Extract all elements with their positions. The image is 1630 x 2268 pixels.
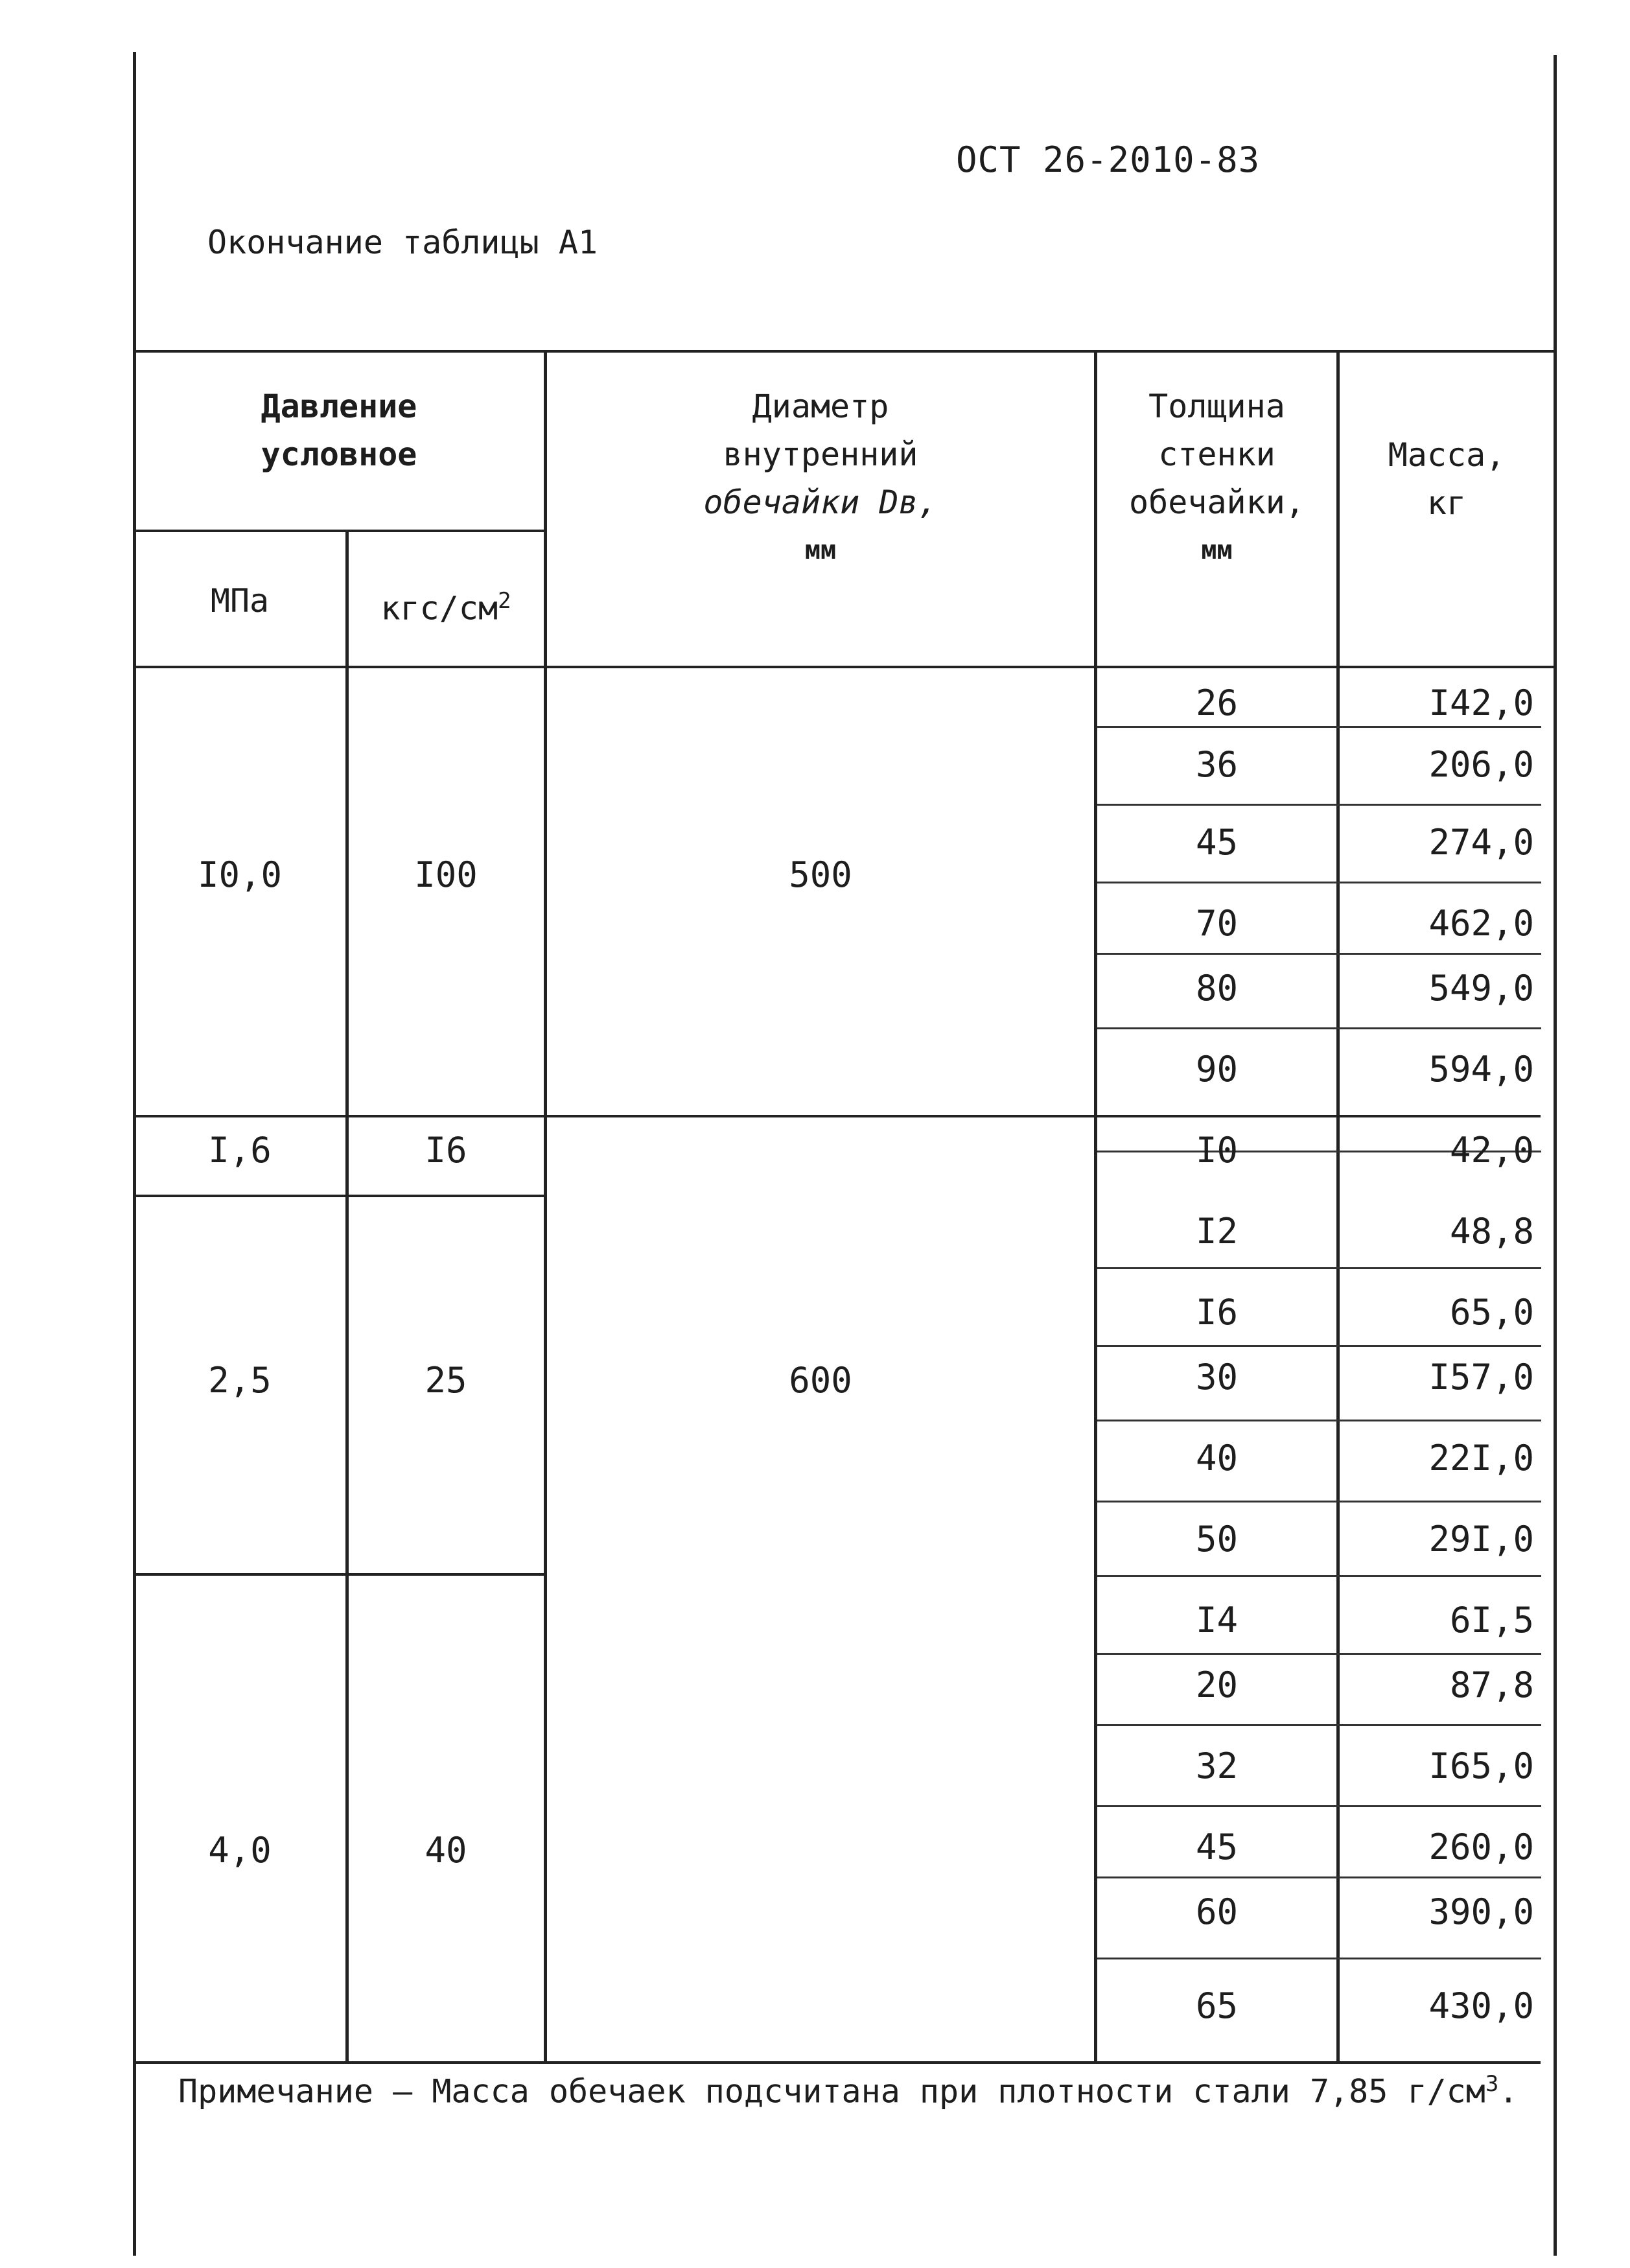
row-divider	[1097, 1267, 1541, 1269]
note-end: .	[1498, 2072, 1519, 2110]
group-divider-3	[134, 1573, 547, 1576]
mass-cell: I65,0	[1428, 1746, 1534, 1786]
note-unit-sup: 3	[1485, 2071, 1499, 2097]
header-diameter-unit: мм	[804, 535, 837, 565]
thickness-cell: 36	[1195, 744, 1239, 785]
row-divider	[1097, 804, 1541, 806]
mass-cell: 430,0	[1428, 1985, 1534, 2026]
row-divider	[1097, 1876, 1541, 1878]
thickness-cell: 50	[1195, 1519, 1239, 1560]
row-divider	[1097, 882, 1541, 883]
thickness-cell: 80	[1195, 968, 1239, 1009]
group-2-mpa: I,6	[208, 1130, 272, 1171]
thickness-cell: 90	[1195, 1049, 1239, 1090]
thickness-cell: 45	[1195, 1827, 1239, 1867]
header-diameter	[547, 382, 1094, 574]
mass-cell: 48,8	[1449, 1211, 1534, 1252]
group-2-kgf: I6	[425, 1130, 467, 1171]
group-4-kgf: 40	[425, 1830, 467, 1871]
thickness-cell: 45	[1195, 822, 1239, 863]
mass-cell: 42,0	[1449, 1130, 1534, 1171]
pressure-subheader-line	[134, 530, 547, 532]
header-pressure-line-2: условное	[261, 436, 417, 473]
header-kgf-unit: кгс/см	[380, 589, 498, 627]
group-1-kgf: I00	[414, 854, 478, 895]
header-kgf	[348, 577, 544, 633]
header-pressure	[134, 382, 544, 478]
thickness-cell: 32	[1195, 1746, 1239, 1786]
header-mass-line-1: Масса,	[1388, 436, 1506, 474]
group-divider-2	[134, 1195, 547, 1197]
row-divider	[1097, 1653, 1541, 1655]
header-pressure-line-1: Давление	[261, 388, 417, 425]
row-divider	[1097, 1958, 1541, 1959]
mass-cell: 206,0	[1428, 744, 1534, 785]
table-caption: Окончание таблицы А1	[207, 224, 598, 261]
header-mass-line-2: кг	[1426, 484, 1467, 522]
mass-cell: 594,0	[1428, 1049, 1534, 1090]
row-divider	[1097, 953, 1541, 955]
header-diameter-line-3: обечайки Dв,	[703, 484, 938, 521]
mass-cell: 87,8	[1449, 1665, 1534, 1705]
note-text: Примечание – Масса обечаек подсчитана при плотности стали 7,85 г/см	[178, 2072, 1485, 2110]
group-3-mpa: 2,5	[208, 1360, 272, 1401]
mass-cell: 65,0	[1449, 1292, 1534, 1333]
thickness-cell: 60	[1195, 1891, 1239, 1932]
thickness-cell: 65	[1195, 1985, 1239, 2026]
thickness-cell: I2	[1195, 1211, 1239, 1252]
thickness-cell: I0	[1195, 1130, 1239, 1171]
header-mpa: МПа	[210, 582, 270, 620]
row-divider	[1097, 1805, 1541, 1807]
diameter-600: 600	[789, 1360, 852, 1401]
mass-cell: 22I,0	[1428, 1438, 1534, 1479]
thickness-cell: I6	[1195, 1292, 1239, 1333]
mass-cell: 29I,0	[1428, 1519, 1534, 1560]
thickness-cell: 40	[1195, 1438, 1239, 1479]
pressure-diameter-divider	[544, 350, 547, 2063]
group-4-mpa: 4,0	[208, 1830, 272, 1871]
group-1-mpa: I0,0	[197, 854, 283, 895]
thickness-cell: 30	[1195, 1357, 1239, 1397]
thickness-cell: 70	[1195, 903, 1239, 944]
row-divider	[1097, 1027, 1541, 1029]
thickness-cell: 20	[1195, 1665, 1239, 1705]
header-thickness-line-1: Толщина	[1148, 388, 1285, 425]
header-thickness-line-3: обечайки,	[1129, 484, 1305, 521]
thickness-cell: I4	[1195, 1600, 1239, 1641]
row-divider	[1097, 1575, 1541, 1577]
header-thickness-unit: мм	[1201, 535, 1233, 565]
group-3-kgf: 25	[425, 1360, 467, 1401]
row-divider	[1097, 1724, 1541, 1726]
mass-cell: 260,0	[1428, 1827, 1534, 1867]
header-mass	[1340, 431, 1554, 527]
diameter-500: 500	[789, 854, 852, 895]
header-kgf-sup: 2	[498, 588, 511, 614]
table-note	[178, 2071, 1518, 2110]
document-code: ОСТ 26-2010-83	[956, 139, 1261, 180]
row-divider	[1097, 1420, 1541, 1421]
header-diameter-line-2: внутренний	[723, 436, 918, 473]
row-divider	[1097, 1501, 1541, 1502]
mass-cell: 462,0	[1428, 903, 1534, 944]
header-thickness	[1097, 382, 1336, 574]
row-divider	[1097, 1345, 1541, 1347]
mass-cell: I42,0	[1428, 683, 1534, 723]
mass-cell: I57,0	[1428, 1357, 1534, 1397]
header-diameter-line-1: Диаметр	[752, 388, 889, 425]
mass-cell: 549,0	[1428, 968, 1534, 1009]
mass-cell: 390,0	[1428, 1891, 1534, 1932]
header-thickness-line-2: стенки	[1158, 436, 1275, 473]
mass-cell: 6I,5	[1449, 1600, 1534, 1641]
mass-cell: 274,0	[1428, 822, 1534, 863]
row-divider	[1097, 726, 1541, 728]
table-top-border	[134, 350, 1555, 353]
thickness-cell: 26	[1195, 683, 1239, 723]
frame-right-line	[1554, 55, 1557, 2256]
